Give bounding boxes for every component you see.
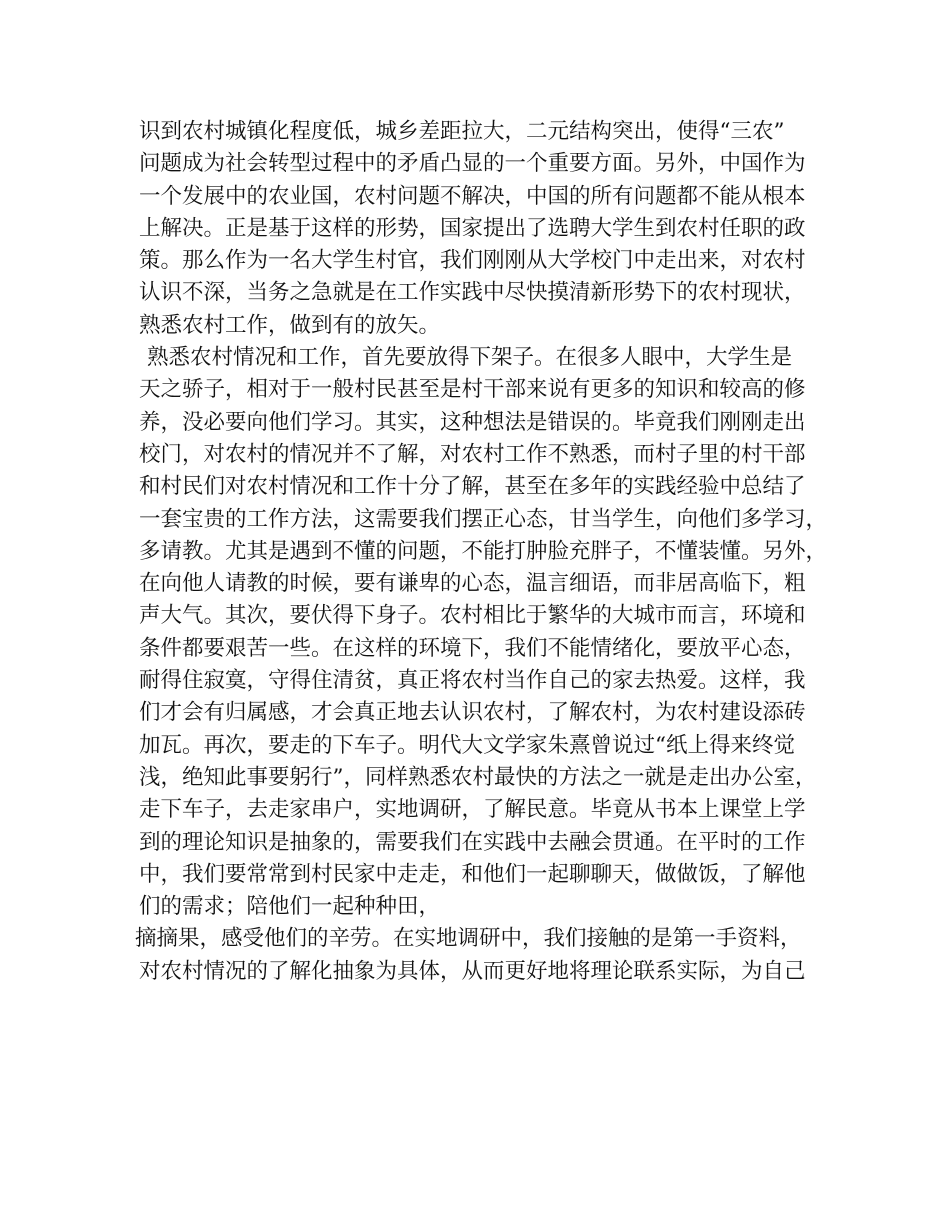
text-line: 加瓦。再次，要走的下车子。明代大文学家朱熹曾说过“纸上得来终觉 bbox=[139, 732, 795, 758]
text-line: 识到农村城镇化程度低，城乡差距拉大，二元结构突出，使得“三农” bbox=[139, 119, 785, 144]
text-line: 熟悉农村工作，做到有的放矢。 bbox=[139, 312, 441, 338]
text-line: 中，我们要常常到村民家中走走，和他们一起聊聊天，做做饭，了解他 bbox=[139, 861, 806, 887]
text-line: 们才会有归属感，才会真正地去认识农村，了解农村，为农村建设添砖 bbox=[139, 700, 806, 726]
text-line: 上解决。正是基于这样的形势，国家提出了选聘大学生到农村任职的政 bbox=[139, 215, 806, 241]
text-line: 天之骄子，相对于一般村民甚至是村干部来说有更多的知识和较高的修 bbox=[139, 377, 806, 403]
text-line: 多请教。尤其是遇到不懂的问题，不能打肿脸充胖子，不懂装懂。另外， bbox=[139, 538, 828, 564]
text-line: 养，没必要向他们学习。其实，这种想法是错误的。毕竟我们刚刚走出 bbox=[139, 409, 806, 435]
text-line: 认识不深，当务之急就是在工作实践中尽快摸清新形势下的农村现状， bbox=[139, 280, 806, 306]
text-line: 策。那么作为一名大学生村官，我们刚刚从大学校门中走出来，对农村 bbox=[139, 248, 806, 274]
text-line: 到的理论知识是抽象的，需要我们在实践中去融会贯通。在平时的工作 bbox=[139, 829, 806, 855]
text-line: 们的需求；陪他们一起种种田， bbox=[139, 894, 441, 920]
text-line: 声大气。其次，要伏得下身子。农村相比于繁华的大城市而言，环境和 bbox=[139, 603, 806, 629]
text-line: 耐得住寂寞，守得住清贫，真正将农村当作自己的家去热爱。这样，我 bbox=[139, 668, 806, 694]
body-text bbox=[135, 116, 829, 988]
text-line: 一个发展中的农业国，农村问题不解决，中国的所有问题都不能从根本 bbox=[139, 183, 806, 209]
text-line: 问题成为社会转型过程中的矛盾凸显的一个重要方面。另外，中国作为 bbox=[139, 151, 806, 177]
text-line: 一套宝贵的工作方法，这需要我们摆正心态，甘当学生，向他们多学习， bbox=[139, 506, 828, 532]
text-line: 走下车子，去走家串户，实地调研，了解民意。毕竟从书本上课堂上学 bbox=[139, 797, 806, 823]
text-line: 在向他人请教的时候，要有谦卑的心态，温言细语，而非居高临下，粗 bbox=[139, 571, 806, 597]
paragraph-start-line: 熟悉农村情况和工作，首先要放得下架子。在很多人眼中，大学生是 bbox=[147, 345, 793, 371]
text-line: 摘摘果，感受他们的辛劳。在实地调研中，我们接触的是第一手资料， bbox=[135, 926, 802, 952]
text-line: 浅，绝知此事要躬行”，同样熟悉农村最快的方法之一就是走出办公室， bbox=[139, 764, 817, 790]
text-line: 校门，对农村的情况并不了解，对农村工作不熟悉，而村子里的村干部 bbox=[139, 441, 806, 467]
text-line: 对农村情况的了解化抽象为具体，从而更好地将理论联系实际，为自己 bbox=[139, 958, 806, 984]
text-line: 和村民们对农村情况和工作十分了解，甚至在多年的实践经验中总结了 bbox=[139, 474, 806, 500]
text-line: 条件都要艰苦一些。在这样的环境下，我们不能情绪化，要放平心态， bbox=[139, 635, 806, 661]
